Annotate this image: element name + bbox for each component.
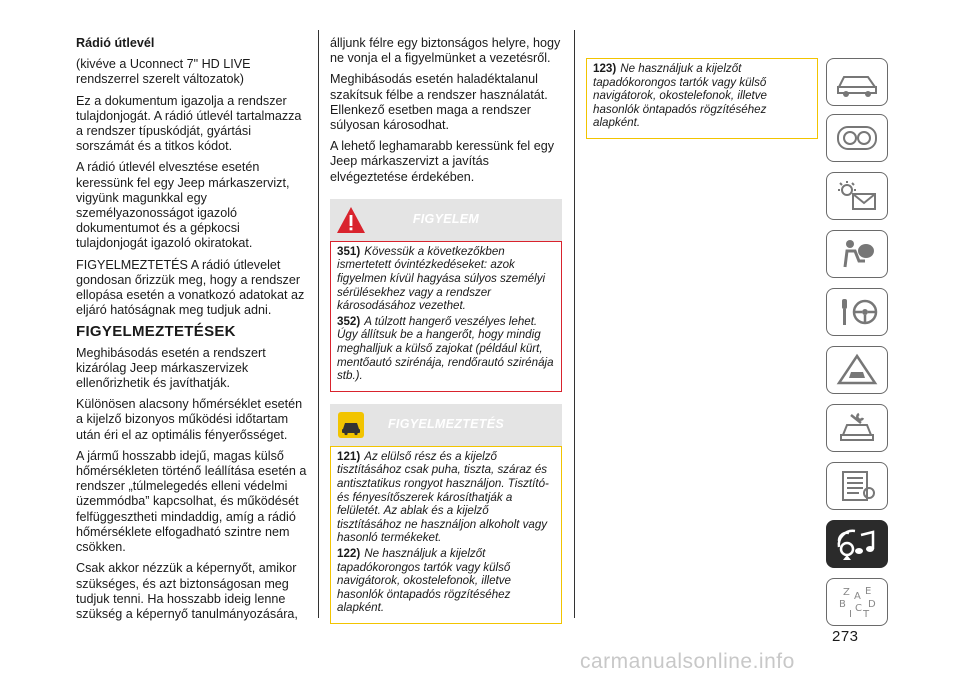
section-heading-radio-passport: Rádió útlevél bbox=[76, 36, 155, 50]
warning-box bbox=[330, 241, 562, 392]
caution-box bbox=[330, 446, 562, 624]
column-1 bbox=[76, 36, 308, 628]
caution-banner bbox=[330, 404, 562, 446]
entry-text: Ne használjuk a kijelzőt tapadókorongos tartók vagy külső navigátorok, okostelefonok, illetve hasonlók öntapadós rögzítéséhez alapként. bbox=[593, 62, 768, 130]
paragraph: Különösen alacsony hőmérséklet esetén a kijelző bizonyos működési időtartam után éri el az optimális fényerősséget. bbox=[76, 397, 303, 442]
entry-text: Az elülső rész és a kijelző tisztításához csak puha, tiszta, száraz és antisztatikus rongyot használjon. Tisztító- és fényesítőszerek károsíthatják a felületét. Az ablak és a kijelző tisztításához ne használjon alkoholt vagy hasonló termékeket. bbox=[337, 449, 549, 545]
index-letter: E bbox=[865, 586, 872, 597]
page-number: 273 bbox=[832, 628, 859, 645]
tab-car[interactable] bbox=[826, 58, 888, 106]
warning-banner bbox=[330, 199, 562, 241]
warning-car-icon bbox=[835, 353, 879, 387]
index-letter: T bbox=[863, 609, 870, 619]
index-letter: D bbox=[868, 599, 876, 610]
warning-title: FIGYELEM bbox=[412, 211, 480, 226]
paragraph: Ez a dokumentum igazolja a rendszer tulajdonjogát. A rádió útlevél tartalmazza a rendszer típuskódját, gyártási sorszámát és a titkos kódot. bbox=[76, 93, 302, 154]
caution-box-continued bbox=[586, 58, 818, 139]
caution-entry bbox=[337, 547, 555, 615]
entry-number: 121) bbox=[337, 449, 361, 463]
tab-maintenance[interactable] bbox=[826, 404, 888, 452]
caution-entry bbox=[337, 450, 555, 545]
paragraph: FIGYELMEZTETÉS A rádió útlevelet gondosan őrizzük meg, hogy a rendszer ellopása esetén a vonatkozó adatokat az eljáró hatóságnak meg tudjuk adni. bbox=[76, 257, 305, 318]
column-divider bbox=[574, 30, 575, 618]
column-divider bbox=[318, 30, 319, 618]
paragraph: A rádió útlevél elvesztése esetén keressünk fel egy Jeep márkaszervizt, vigyünk magunkkal egy személyazonosságot igazoló dokumentumot és a gépkocsi tulajdonjogát igazoló okiratokat. bbox=[76, 160, 290, 251]
column-2 bbox=[330, 36, 562, 624]
multimedia-music-icon bbox=[835, 527, 879, 561]
dashboard-icon bbox=[835, 121, 879, 155]
column-3 bbox=[586, 36, 818, 139]
specs-list-icon bbox=[835, 469, 879, 503]
paragraph: Meghibásodás esetén haladéktalanul szakítsuk félbe a rendszer használatát. Ellenkező esetben maga a rendszer súlyosan károsodhat. bbox=[330, 72, 548, 133]
tab-starting-driving[interactable] bbox=[826, 288, 888, 336]
index-letter: B bbox=[839, 599, 846, 610]
index-letter: A bbox=[854, 591, 861, 602]
entry-number: 352) bbox=[337, 314, 361, 328]
tab-index[interactable] bbox=[826, 578, 888, 626]
caution-entry bbox=[593, 62, 811, 130]
warning-entry bbox=[337, 315, 555, 383]
entry-text: A túlzott hangerő veszélyes lehet. Úgy állítsuk be a hangerőt, hogy mindig meghalljuk a külső zajokat (például kürt, mentőautó szirénája, rendőrautó szirénája stb.). bbox=[337, 314, 554, 383]
entry-number: 351) bbox=[337, 244, 361, 258]
wrench-car-icon bbox=[835, 411, 879, 445]
tab-safety[interactable] bbox=[826, 230, 888, 278]
entry-number: 122) bbox=[337, 546, 361, 560]
paragraph: A jármű hosszabb idejű, magas külső hőmérsékleten történő leállítása esetén a rendszer „túlmelegedés elleni védelmi üzemmódba” kapcsolhat, és működését felfüggesztheti mindaddig, amíg a rádió hőmérséklete elfogadható szintre nem csökken. bbox=[76, 448, 307, 555]
index-letter: I bbox=[849, 609, 852, 619]
paragraph: (kivéve a Uconnect 7" HD LIVE rendszerrel szerelt változatok) bbox=[76, 57, 251, 87]
tab-multimedia[interactable] bbox=[826, 520, 888, 568]
paragraph: Meghibásodás esetén a rendszert kizárólag Jeep márkaszervizek ellenőrizhetik és javíthatják. bbox=[76, 345, 266, 391]
entry-number: 123) bbox=[593, 62, 617, 75]
caution-title: FIGYELMEZTETÉS bbox=[387, 416, 504, 431]
light-mail-icon bbox=[835, 179, 879, 213]
index-letter: C bbox=[855, 603, 862, 614]
tab-lights-messages[interactable] bbox=[826, 172, 888, 220]
key-steering-icon bbox=[835, 295, 879, 329]
airbag-icon bbox=[835, 237, 879, 271]
entry-text: Ne használjuk a kijelzőt tapadókorongos tartók vagy külső navigátorok, okostelefonok, illetve hasonlók öntapadós rögzítéséhez alapként. bbox=[337, 546, 512, 615]
paragraph: Csak akkor nézzük a képernyőt, amikor szükséges, és azt biztonságosan meg tudjuk tenni. Ha hosszabb ideig lenne szükség a képernyő tanulmányozására, bbox=[76, 561, 298, 621]
section-heading-warnings: FIGYELMEZTETÉSEK bbox=[76, 323, 236, 341]
paragraph: álljunk félre egy biztonságos helyre, hogy ne vonja el a figyelmünket a vezetésről. bbox=[330, 36, 561, 66]
watermark: carmanualsonline.info bbox=[580, 650, 795, 673]
index-letter: Z bbox=[843, 587, 850, 598]
car-icon bbox=[835, 65, 879, 99]
tab-specifications[interactable] bbox=[826, 462, 888, 510]
tab-dashboard[interactable] bbox=[826, 114, 888, 162]
entry-text: Kövessük a következőkben ismertetett óvintézkedéseket: azok figyelmen kívül hagyása súlyos személyi sérülésekhez vagy a rendszer károsodásához vezethet. bbox=[337, 244, 546, 313]
warning-entry bbox=[337, 245, 555, 313]
tab-emergency[interactable] bbox=[826, 346, 888, 394]
paragraph: A lehető leghamarabb keressünk fel egy Jeep márkaszervizt a javítás elvégeztetése érdekében. bbox=[330, 139, 555, 184]
alphabet-index-icon bbox=[835, 585, 879, 619]
